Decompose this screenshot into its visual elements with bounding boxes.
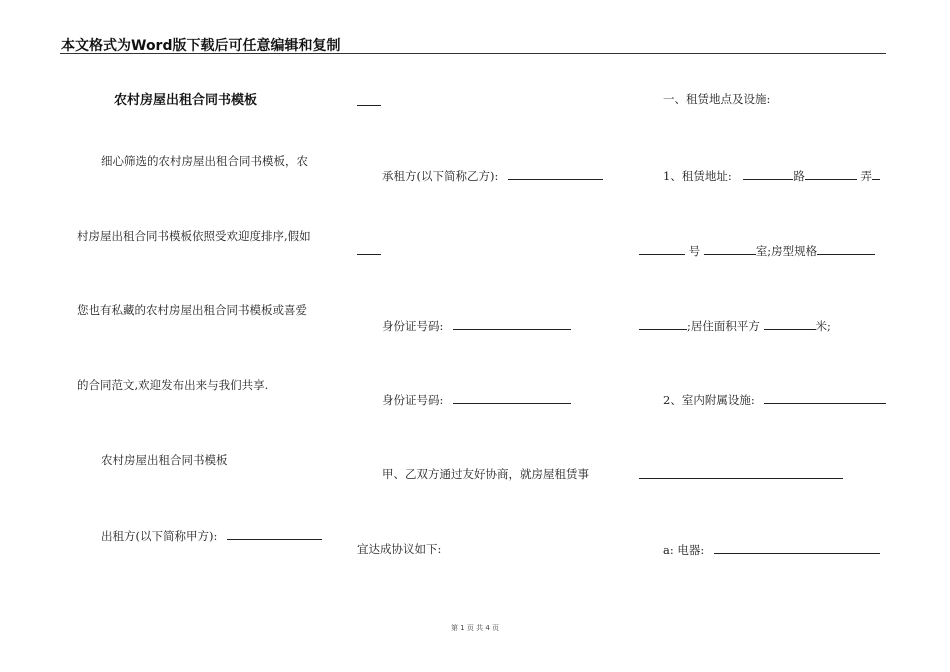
area-pre-blank	[639, 318, 687, 330]
lessor-blank-continued	[357, 94, 381, 106]
lessor-blank	[227, 528, 322, 540]
lessee-blank	[508, 168, 603, 180]
room-blank	[704, 243, 756, 255]
room-type-blank	[817, 243, 875, 255]
appliances-line	[663, 542, 880, 557]
room-line	[639, 243, 875, 258]
intro-line-4: 的合同范文,欢迎发布出来与我们共享.	[77, 378, 269, 392]
area-line	[639, 318, 831, 333]
lessee-line	[382, 168, 603, 183]
facilities-blank	[764, 392, 886, 404]
area-label: ;居住面积平方	[687, 319, 760, 333]
lessor-line	[101, 528, 322, 543]
number-label: 号	[688, 244, 701, 258]
lessee-continuation	[357, 243, 381, 258]
column-3	[639, 0, 889, 672]
appliances-label: a: 电器:	[663, 543, 705, 557]
id-line-2	[382, 392, 571, 407]
id-label-1: 身份证号码:	[382, 319, 444, 333]
road-label: 路	[793, 169, 805, 183]
contract-subtitle: 农村房屋出租合同书模板	[101, 453, 228, 467]
appliances-blank	[714, 542, 880, 554]
lane-label: 弄	[860, 169, 873, 183]
room-label: 室;房型规格	[755, 244, 818, 258]
agreement-line-1: 甲、乙双方通过友好协商，就房屋租赁事	[382, 467, 589, 481]
column-1	[77, 0, 327, 672]
area-blank	[764, 318, 816, 330]
intro-line-3: 您也有私藏的农村房屋出租合同书模板或喜爱	[77, 303, 307, 317]
address-lane-blank	[805, 168, 857, 180]
page-footer: 第 1 页 共 4 页	[450, 624, 500, 632]
area-unit: 米;	[815, 319, 831, 333]
intro-line-1: 细心筛选的农村房屋出租合同书模板，农	[101, 154, 308, 168]
agreement-line-2: 宜达成协议如下:	[357, 542, 442, 556]
lessee-blank-continued	[357, 243, 381, 255]
id-line-1	[382, 318, 571, 333]
address-label: 1、租赁地址:	[663, 169, 732, 183]
address-road-blank	[743, 168, 793, 180]
facilities-blank-continued	[639, 467, 843, 479]
facilities-label: 2、室内附属设施:	[663, 393, 755, 407]
column-2	[357, 0, 607, 672]
lessee-label: 承租方(以下简称乙方):	[382, 169, 499, 183]
id-blank-1	[453, 318, 571, 330]
number-blank	[639, 243, 685, 255]
intro-line-2: 村房屋出租合同书模板依照受欢迎度排序,假如	[77, 229, 311, 243]
facilities-continuation	[639, 467, 843, 482]
id-label-2: 身份证号码:	[382, 393, 444, 407]
address-lane-tail-blank	[872, 168, 880, 180]
lessor-continuation	[357, 94, 381, 109]
id-blank-2	[453, 392, 571, 404]
address-line	[663, 168, 880, 183]
document-title: 农村房屋出租合同书模板	[114, 93, 258, 108]
lessor-label: 出租方(以下简称甲方):	[101, 529, 218, 543]
document-banner: 本文格式为Word版下载后可任意编辑和复制	[61, 38, 341, 54]
facilities-line	[663, 392, 886, 407]
section-1-heading: 一、租赁地点及设施:	[663, 92, 771, 106]
